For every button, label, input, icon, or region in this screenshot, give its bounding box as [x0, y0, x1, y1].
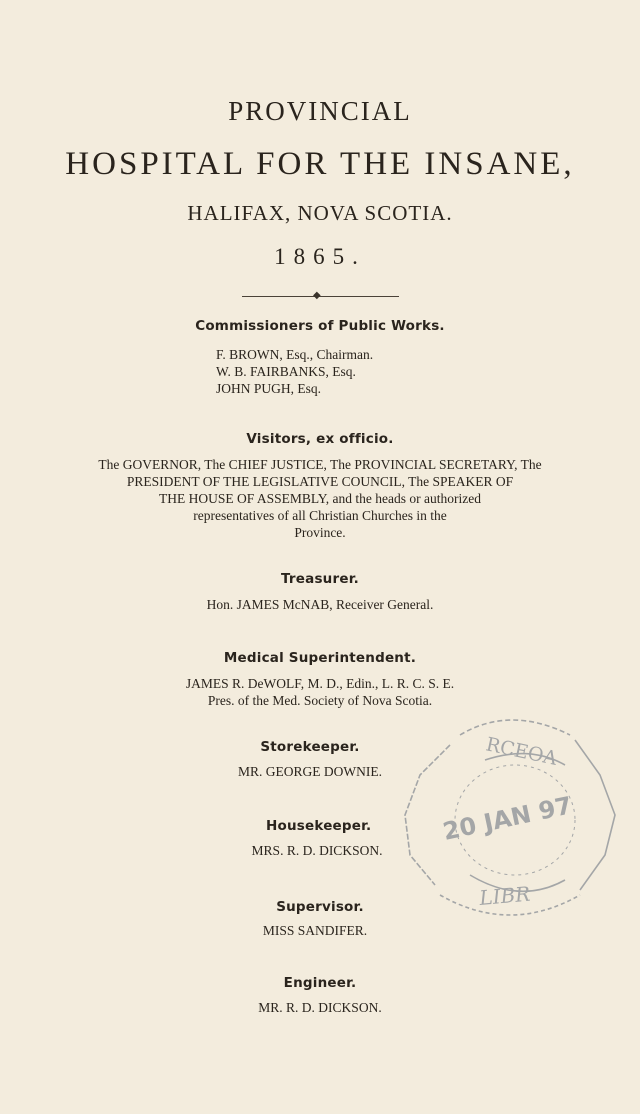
title-provincial: PROVINCIAL: [228, 96, 412, 126]
rule-ornament-icon: ◆: [313, 290, 321, 301]
visitors-heading: Visitors, ex officio.: [246, 431, 394, 447]
title-year: 1865.: [274, 244, 366, 269]
visitors-line: THE HOUSE OF ASSEMBLY, and the heads or authorized: [159, 491, 481, 506]
commissioners-heading: Commissioners of Public Works.: [195, 318, 445, 334]
visitors-line: Province.: [294, 525, 346, 540]
supervisor-heading: Supervisor.: [276, 899, 364, 915]
storekeeper-text: MR. GEORGE DOWNIE.: [238, 764, 382, 779]
medical-heading: Medical Superintendent.: [223, 650, 417, 666]
medical-line: JAMES R. DeWOLF, M. D., Edin., L. R. C. S. E.: [185, 676, 455, 691]
engineer-heading: Engineer.: [283, 975, 357, 991]
storekeeper-heading: Storekeeper.: [260, 739, 360, 755]
stamp-top-text: RCEOA: [483, 733, 559, 770]
treasurer-heading: Treasurer.: [281, 571, 359, 587]
visitors-line: representatives of all Christian Churches in the: [193, 508, 447, 523]
housekeeper-heading: Housekeeper.: [266, 818, 372, 834]
treasurer-text: Hon. JAMES McNAB, Receiver General.: [206, 597, 434, 612]
medical-text: [0, 675, 640, 709]
visitors-text: [0, 456, 640, 541]
commissioner-item: JOHN PUGH, Esq.: [216, 381, 322, 396]
commissioners-list: [216, 346, 373, 397]
supervisor-text: MISS SANDIFER.: [262, 923, 368, 938]
visitors-line: PRESIDENT OF THE LEGISLATIVE COUNCIL, The SPEAKER OF: [126, 474, 514, 489]
library-stamp-icon: [390, 705, 630, 930]
stamp-date-text: 20 JAN 97: [440, 791, 575, 846]
title-location: HALIFAX, NOVA SCOTIA.: [187, 201, 453, 225]
stamp-bottom-text: LIBR: [478, 881, 532, 910]
medical-line: Pres. of the Med. Society of Nova Scotia.: [207, 693, 433, 708]
commissioner-item: W. B. FAIRBANKS, Esq.: [216, 364, 356, 379]
housekeeper-text: MRS. R. D. DICKSON.: [251, 843, 383, 858]
engineer-text: MR. R. D. DICKSON.: [258, 1000, 382, 1015]
title-hospital: HOSPITAL FOR THE INSANE,: [65, 146, 575, 182]
visitors-line: The GOVERNOR, The CHIEF JUSTICE, The PROVINCIAL SECRETARY, The: [98, 457, 542, 472]
commissioner-item: F. BROWN, Esq., Chairman.: [216, 347, 374, 362]
